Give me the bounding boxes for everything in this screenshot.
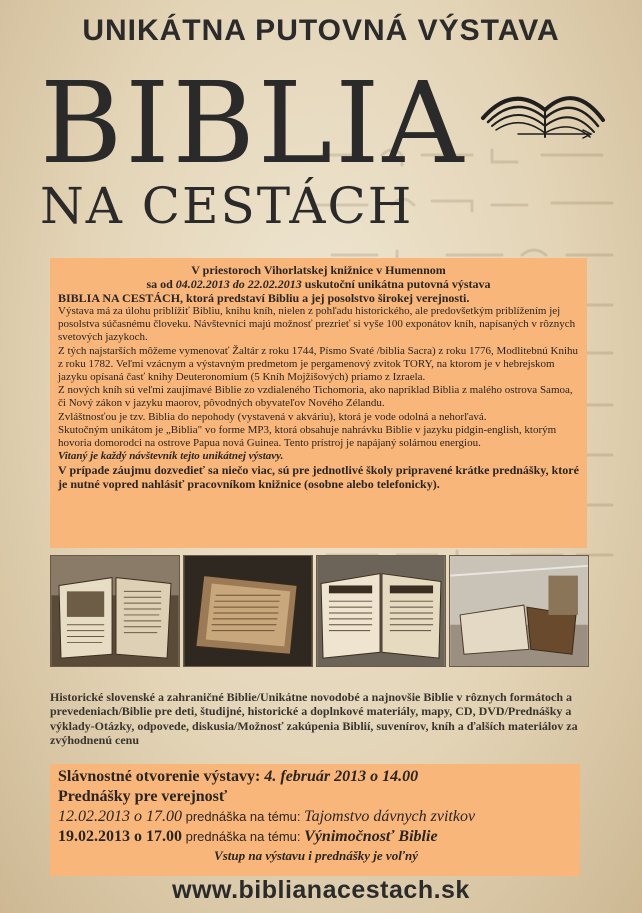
lecture-1 [58,807,574,827]
title-na-cestach: NA CESTÁCH [40,177,414,235]
lecture-1-prefix: prednáška na tému: [182,809,305,824]
welcome-line: Vitaný je každý návštevník tejto unikátnej výstavy. [58,450,284,463]
lecture-1-topic: Tajomstvo dávnych zvitkov [304,808,476,825]
exhibition-info-box [50,258,587,548]
exhibition-purpose-line: BIBLIA NA CESTÁCH, ktorá predstaví Bibliu a jej posolstvo širokej verejnosti. [58,291,470,305]
lecture-booking-note: V prípade záujmu dozvedieť sa niečo viac, sú pre jednotlivé školy pripravené krátke prednášky, ktoré je nutné vopred nahlásiť pracovníkom knižnice (osobne alebo telefonicky). [58,463,579,492]
lecture-2-datetime: 19.02.2013 o 17.00 [58,828,182,845]
website-url: www.biblianacestach.sk [172,876,470,904]
photo-display-case-4 [449,555,589,667]
info-paragraph: Zvláštnosťou je tzv. Biblia do nepohody (vystavená v akváriu), ktorá je vode odolná a nehorľavá. [58,410,487,423]
dates-prefix: sa od [146,277,176,291]
lecture-2-topic: Výnimočnosť Biblie [304,828,438,845]
lectures-heading: Prednášky pre verejnosť [58,788,228,805]
exhibition-photos [50,555,590,670]
opening-label: Slávnostné otvorenie výstavy: [58,768,265,785]
free-entry-note: Vstup na výstavu i prednášky je voľný [214,848,418,863]
photo-open-bible-1 [50,555,180,667]
dates-range: 04.02.2013 do 22.02.2013 [175,277,302,291]
photo-open-bible-3 [316,555,446,667]
dates-line [58,277,579,291]
opening-line [58,767,574,787]
exhibition-contents-text: Historické slovenské a zahraničné Biblie/Unikátne novodobé a najnovšie Biblie v rôznych formátoch a prevedeniach/Biblie pre deti, študijné, historické a doplnkové materiály, mapy, CD, DVD/Prednášky a výklady-Otázky, odpovede, diskusia/Možnosť zakúpenia Biblií, suvenírov, kníh a ďalších materiálov za zvýhodnenú cenu [50,690,578,748]
venue-line: V priestoroch Vihorlatskej knižnice v Humennom [191,263,446,277]
exhibition-subtitle: UNIKÁTNA PUTOVNÁ VÝSTAVA [82,14,560,47]
info-paragraph: Výstava má za úlohu priblížiť Bibliu, knihu kníh, nielen z pohľadu historického, ale predovšetkým priblížením jej posolstva súčasnému človeku. Návštevníci majú možnosť prezrieť si vyše 100 exponátov kníh, napísaných v rôznych svetových jazykoch. [58,305,576,344]
lecture-2 [58,827,574,847]
dates-suffix: uskutoční unikátna putovná výstava [301,277,491,291]
photo-old-book-2 [183,555,313,667]
info-paragraph: Z tých najstarších môžeme vymenovať Žaltár z roku 1744, Písmo Svaté /biblia Sacra) z roku 1776, Modlitebnú Knihu z roku 1782. Veľmi vzácnym a výstavným predmetom je pergamenový zvitok TORY, na ktorom je v hebrejskom jazyku opísaná časť knihy Deuteronomium (5 Kníh Mojžišových) priamo z Izraela. [58,344,579,384]
info-paragraph: Z nových kníh sú veľmi zaujímavé Biblie zo vzdialeného Tichomoria, ako napríklad Biblia z malého ostrova Samoa, či Nový zákon v jazyku maorov, pôvodných obyvateľov Nového Zélandu. [58,384,573,410]
events-box [50,764,580,876]
lecture-2-prefix: prednáška na tému: [182,829,305,844]
lecture-1-datetime: 12.02.2013 o 17.00 [58,808,182,825]
info-paragraph: Skutočným unikátom je „Biblia" vo forme MP3, ktorá obsahuje nahrávku Biblie v jazyku pidgin-english, ktorým hovoria domorodci na ostrove Papua nová Guinea. Tento prístroj je napájaný solárnou energiou. [58,423,557,450]
open-book-icon [478,80,608,140]
opening-date: 4. február 2013 o 14.00 [264,768,419,785]
title-biblia: BIBLIA [40,59,467,189]
